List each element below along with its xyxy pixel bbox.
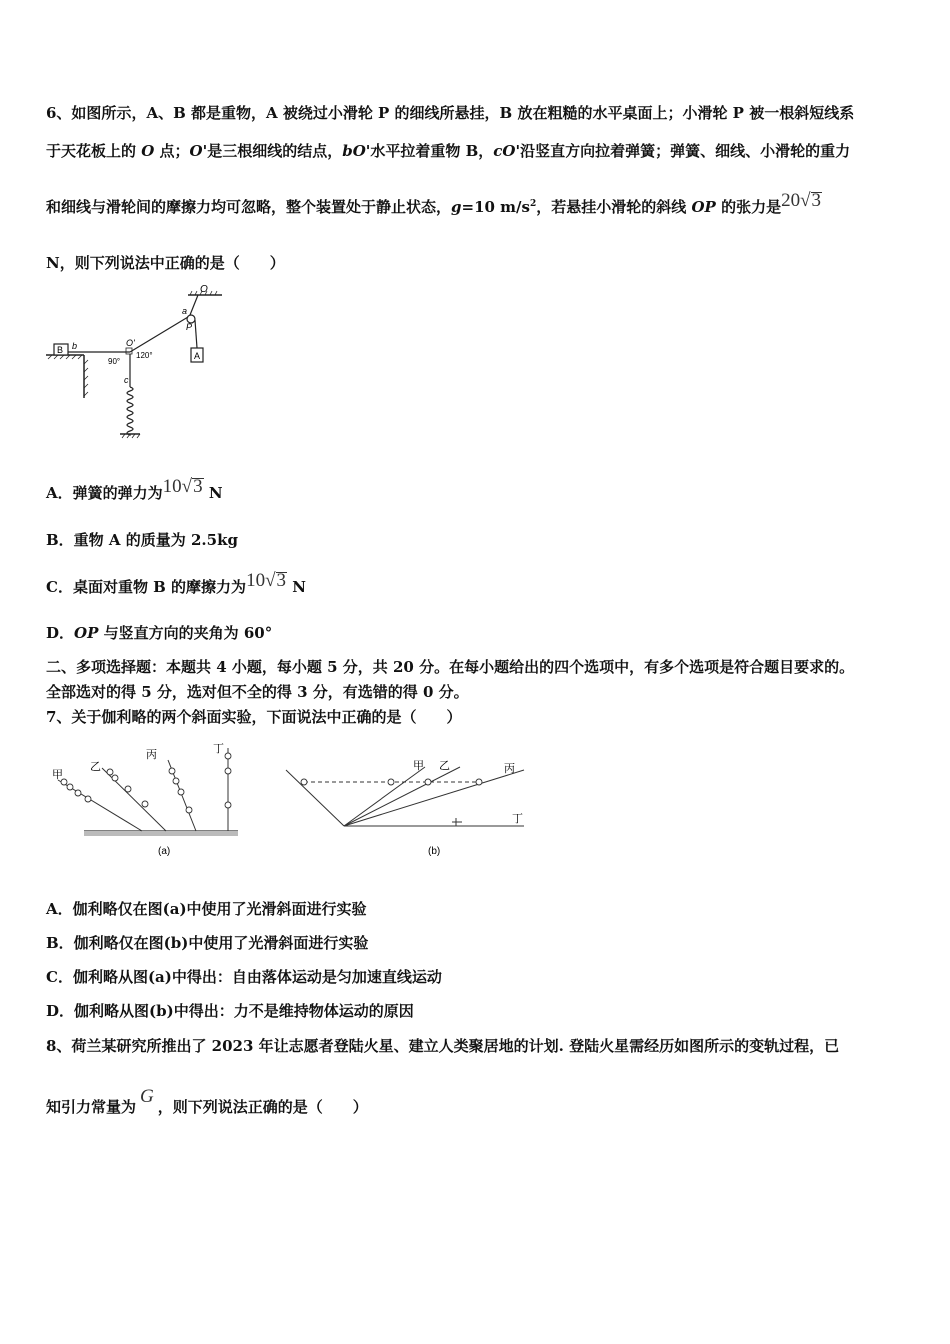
q6-option-a-unit: N: [208, 484, 223, 502]
label-o-prime: O': [126, 338, 135, 348]
label-block-b: B: [57, 345, 64, 355]
q6-text: 点；: [154, 142, 190, 160]
q6-option-a-value: 10√3: [162, 476, 203, 497]
label-p: P: [186, 322, 193, 332]
q7-figure-b: [280, 754, 530, 860]
fig-a-balls: [61, 753, 231, 813]
fig-b-incline-jia: [344, 767, 425, 826]
q6-option-b[interactable]: B．重物 A 的质量为 2.5kg: [46, 531, 238, 549]
fig-b-label-bing: 丙: [504, 763, 515, 775]
q6-gravity-value: =10 m/s: [461, 198, 530, 216]
q8-stem-line1: 8、荷兰某研究所推出了 2023 年让志愿者登陆火星、建立人类聚居地的计划. 登陆火星需经历如图所示的变轨过程，已: [46, 1037, 840, 1055]
q6-option-c-label: C．桌面对重物 B 的摩擦力为: [46, 578, 247, 596]
op-line: [190, 295, 198, 315]
spring-icon: [127, 387, 133, 435]
label-angle-120: 120°: [136, 351, 153, 360]
q6-knot-o-prime: O': [189, 142, 208, 160]
label-angle-90: 90°: [108, 357, 121, 366]
q6-option-d-prefix: D．: [46, 624, 75, 642]
q6-option-d[interactable]: [46, 622, 272, 643]
q6-stem-line1: 6、如图所示，A、B 都是重物，A 被绕过小滑轮 P 的细线所悬挂，B 放在粗糙的水平桌面上；小滑轮 P 被一根斜短线系: [46, 104, 855, 122]
fig-a-caption: (a): [158, 846, 171, 857]
q6-text: 和细线与滑轮间的摩擦力均可忽略，整个装置处于静止状态，: [46, 198, 452, 216]
fig-b-arrow-icon: [452, 818, 462, 826]
label-c: c: [124, 375, 129, 385]
q6-line-co: cO': [493, 142, 521, 160]
fig-b-incline-yi: [344, 767, 460, 826]
q6-figure: [40, 282, 240, 444]
q6-line-op: OP: [691, 198, 716, 216]
q6-text: ，若悬挂小滑轮的斜线: [536, 198, 692, 216]
q7-option-a[interactable]: A．伽利略仅在图(a)中使用了光滑斜面进行实验: [46, 900, 367, 918]
q8-stem-line2: [46, 1086, 368, 1118]
fig-b-caption: (b): [428, 846, 441, 857]
q7-option-b[interactable]: B．伽利略仅在图(b)中使用了光滑斜面进行实验: [46, 934, 369, 952]
q6-text: 是三根细线的结点，: [207, 142, 343, 160]
fig-a-label-ding: 丁: [213, 743, 224, 755]
fig-b-label-yi: 乙: [439, 760, 450, 772]
q8-text: 知引力常量为: [46, 1098, 137, 1116]
q6-stem-line2: [46, 140, 850, 161]
fig-b-label-ding: 丁: [512, 813, 523, 825]
q6-line-bo: bO': [342, 142, 371, 160]
label-b: b: [72, 341, 78, 351]
q6-option-c-unit: N: [292, 578, 306, 596]
q6-option-d-text: 与竖直方向的夹角为 60°: [98, 624, 273, 642]
q8-gravity-constant: G: [140, 1086, 154, 1107]
q6-point-o: O: [141, 142, 155, 160]
label-o: O: [200, 284, 208, 295]
fig-b-left-incline: [286, 770, 344, 826]
q7-figure-a: [48, 738, 258, 860]
section2-heading-line2: 全部选对的得 5 分，选对但不全的得 3 分，有选错的得 0 分。: [46, 683, 469, 701]
table-hatch: [48, 355, 88, 396]
q6-option-d-op: OP: [74, 624, 99, 642]
q6-gravity-symbol: g: [451, 198, 462, 216]
q6-text: 的张力是: [715, 198, 782, 216]
q7-stem: 7、关于伽利略的两个斜面实验，下面说法中正确的是（ ）: [46, 708, 462, 726]
q6-option-c-value: 10√3: [246, 570, 286, 591]
q6-stem-line4: N，则下列说法中正确的是（ ）: [46, 254, 285, 272]
label-block-a: A: [194, 351, 201, 361]
q6-stem-line3: [46, 190, 822, 218]
fig-a-ground-hatch: [84, 831, 238, 836]
q6-text: 于天花板上的: [46, 142, 142, 160]
q7-option-c[interactable]: C．伽利略从图(a)中得出：自由落体运动是匀加速直线运动: [46, 968, 442, 986]
fig-b-incline-bing: [344, 770, 524, 826]
fig-a-label-jia: 甲: [52, 769, 63, 781]
q6-option-a[interactable]: [46, 476, 223, 504]
string-pulley-a: [195, 320, 197, 348]
q8-text: ，则下列说法正确的是（ ）: [157, 1098, 368, 1116]
q6-option-c[interactable]: [46, 570, 306, 598]
q6-option-a-label: A．弹簧的弹力为: [46, 484, 163, 502]
string-o-prime-pulley: [130, 317, 188, 352]
q6-gravity-sup: 2: [529, 199, 537, 209]
q6-text: 水平拉着重物 B，: [370, 142, 494, 160]
fig-a-label-yi: 乙: [90, 761, 101, 773]
label-a: a: [182, 306, 188, 316]
fig-a-label-bing: 丙: [146, 749, 157, 761]
fig-b-label-jia: 甲: [413, 760, 424, 772]
section2-heading-line1: 二、多项选择题：本题共 4 小题，每小题 5 分，共 20 分。在每小题给出的四个选项中，有多个选项是符合题目要求的。: [46, 658, 855, 676]
q7-option-d[interactable]: D．伽利略从图(b)中得出：力不是维持物体运动的原因: [46, 1002, 414, 1020]
q6-tension-value: 20√3: [781, 190, 822, 211]
q6-text: 沿竖直方向拉着弹簧；弹簧、细线、小滑轮的重力: [520, 142, 851, 160]
